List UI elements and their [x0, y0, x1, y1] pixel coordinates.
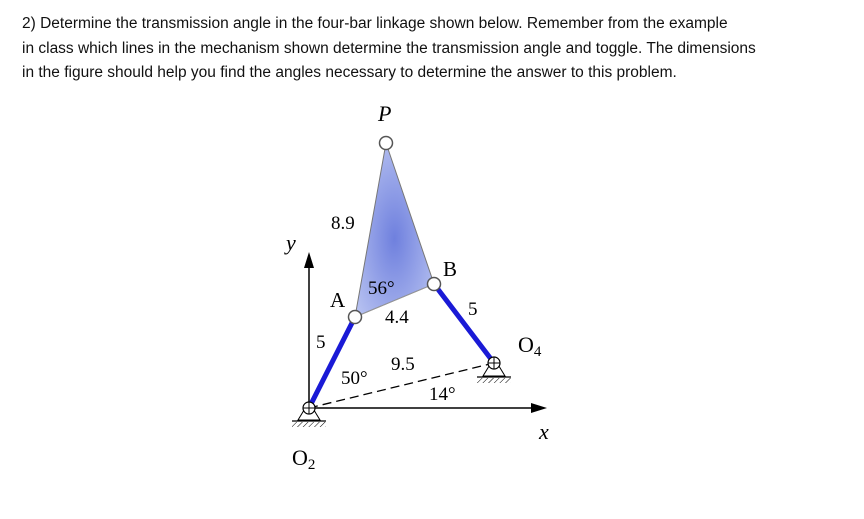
angle-ground: 14° [429, 384, 456, 405]
label-b: B [443, 257, 458, 281]
dim-coupler-ab: 4.4 [385, 307, 409, 328]
dim-coupler-ap: 8.9 [331, 213, 355, 234]
angle-crank: 50° [341, 368, 368, 389]
question-line-1: 2) Determine the transmission angle in the four-bar linkage shown below. Remember from the example [22, 15, 728, 32]
label-a: A [330, 288, 346, 312]
rocker-link [434, 284, 494, 363]
x-axis [309, 403, 547, 413]
angle-coupler: 56° [368, 278, 395, 299]
joint-a-icon [349, 311, 362, 324]
question-line-3: in the figure should help you find the angles necessary to determine the answer to this problem. [22, 64, 677, 81]
dim-crank: 5 [316, 332, 326, 353]
label-o4: O4 [518, 332, 542, 360]
ground-pivot-o2-icon [292, 402, 326, 427]
joint-p-icon [380, 137, 393, 150]
dim-rocker: 5 [468, 299, 478, 320]
label-p: P [378, 101, 392, 126]
label-o2: O2 [292, 445, 316, 473]
dim-ground: 9.5 [391, 354, 415, 375]
crank-link [309, 317, 355, 408]
joint-b-icon [428, 278, 441, 291]
label-y-axis: y [286, 230, 296, 255]
label-x-axis: x [539, 419, 549, 444]
question-line-2: in class which lines in the mechanism shown determine the transmission angle and toggle. The dimensions [22, 39, 756, 57]
ground-pivot-o4-icon [477, 357, 511, 383]
y-axis [304, 252, 314, 408]
